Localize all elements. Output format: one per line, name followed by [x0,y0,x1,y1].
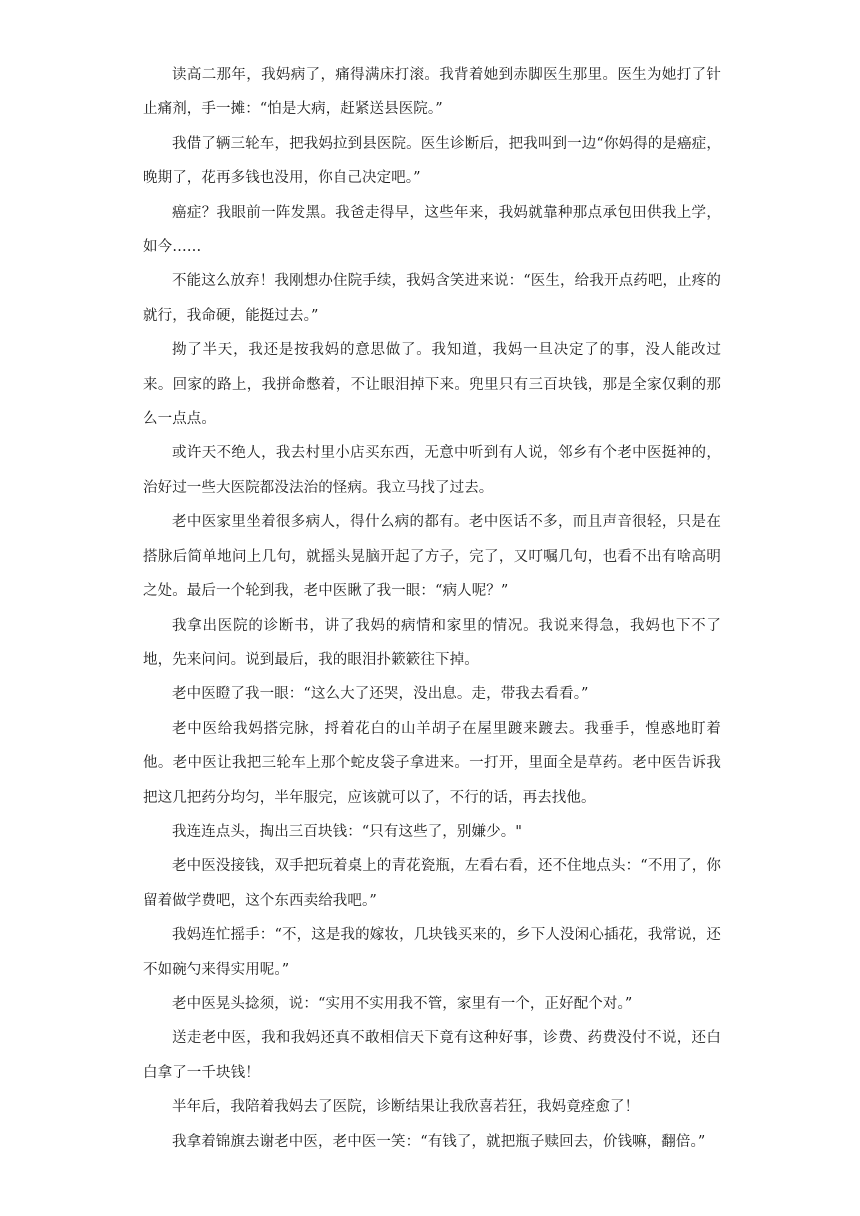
paragraph: 老中医家里坐着很多病人，得什么病的都有。老中医话不多，而且声音很轻，只是在搭脉后简单地问上几句，就摇头晃脑开起了方子，完了，又叮嘱几句，也看不出有啥高明之处。最后一个轮到我，老中医瞅了我一眼：“病人呢？” [143,514,721,600]
paragraph: 我拿着锦旗去谢老中医，老中医一笑：“有钱了，就把瓶子赎回去，价钱嘛，翻倍。” [172,1133,706,1150]
paragraph: 读高二那年，我妈病了，痛得满床打滚。我背着她到赤脚医生那里。医生为她打了针止痛剂，手一摊：“怕是大病，赶紧送县医院。” [143,67,721,118]
paragraph: 半年后，我陪着我妈去了医院，诊断结果让我欣喜若狂，我妈竟痊愈了！ [172,1099,640,1116]
paragraph: 老中医给我妈搭完脉，捋着花白的山羊胡子在屋里踱来踱去。我垂手，惶惑地盯着他。老中医让我把三轮车上那个蛇皮袋子拿进来。一打开，里面全是草药。老中医告诉我把这几把药分均匀，半年服完，应该就可以了，不行的话，再去找他。 [143,720,721,806]
paragraph: 或许天不绝人，我去村里小店买东西，无意中听到有人说，邻乡有个老中医挺神的，治好过一些大医院都没法治的怪病。我立马找了过去。 [143,445,721,496]
paragraph: 老中医晃头捻须，说：“实用不实用我不管，家里有一个，正好配个对。” [172,995,633,1012]
paragraph: 老中医瞪了我一眼：“这么大了还哭，没出息。走，带我去看看。” [172,686,589,703]
paragraph: 我妈连忙摇手：“不，这是我的嫁妆，几块钱买来的，乡下人没闲心插花，我常说，还不如碗勺来得实用呢。” [143,927,721,978]
paragraph: 拗了半天，我还是按我妈的意思做了。我知道，我妈一旦决定了的事，没人能改过来。回家的路上，我拼命憋着，不让眼泪掉下来。兜里只有三百块钱，那是全家仅剩的那么一点点。 [143,342,721,428]
paragraph: 老中医没接钱，双手把玩着桌上的青花瓷瓶，左看右看，还不住地点头：“不用了，你留着做学费吧，这个东西卖给我吧。” [143,858,721,909]
document-body [143,58,721,1159]
paragraph: 送走老中医，我和我妈还真不敢相信天下竟有这种好事，诊费、药费没付不说，还白白拿了一千块钱！ [143,1030,721,1081]
paragraph: 癌症？我眼前一阵发黑。我爸走得早，这些年来，我妈就靠种那点承包田供我上学，如今…… [143,204,721,256]
paragraph: 我连连点头，掏出三百块钱：“只有这些了，别嫌少。" [172,823,523,840]
paragraph: 不能这么放弃！我刚想办住院手续，我妈含笑进来说：“医生，给我开点药吧，止疼的就行，我命硬，能挺过去。” [143,273,721,324]
paragraph: 我借了辆三轮车，把我妈拉到县医院。医生诊断后，把我叫到一边“你妈得的是癌症，晚期了，花再多钱也没用，你自己决定吧。” [143,135,721,187]
paragraph: 我拿出医院的诊断书，讲了我妈的病情和家里的情况。我说来得急，我妈也下不了地，先来问问。说到最后，我的眼泪扑簌簌往下掉。 [143,617,721,668]
